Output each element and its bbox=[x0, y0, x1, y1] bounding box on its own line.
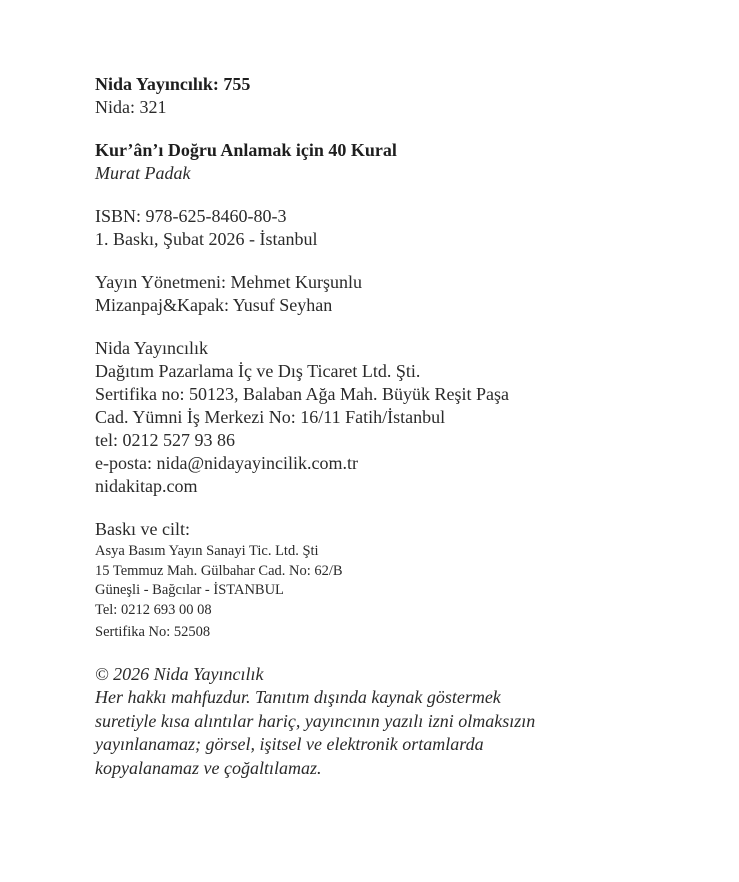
printer-heading: Baskı ve cilt: bbox=[95, 519, 190, 539]
printer-phone: Tel: 0212 693 00 08 bbox=[95, 601, 212, 618]
rights-text-line: Her hakkı mahfuzdur. Tanıtım dışında kaynak göstermek bbox=[95, 687, 501, 707]
publisher-address-line2: Cad. Yümni İş Merkezi No: 16/11 Fatih/İstanbul bbox=[95, 407, 446, 427]
printer-company: Asya Basım Yayın Sanayi Tic. Ltd. Şti bbox=[95, 543, 319, 559]
publisher-website: nidakitap.com bbox=[95, 476, 198, 496]
publisher-email: e-posta: nida@nidayayincilik.com.tr bbox=[95, 453, 359, 473]
book-info bbox=[95, 139, 655, 185]
isbn: ISBN: 978-625-8460-80-3 bbox=[95, 206, 287, 226]
publisher-phone: tel: 0212 527 93 86 bbox=[95, 430, 235, 450]
printing-info: 1. Baskı, Şubat 2026 - İstanbul bbox=[95, 229, 318, 249]
book-title: Kur’ân’ı Doğru Anlamak için 40 Kural bbox=[95, 140, 397, 160]
publisher-address-line1: Sertifika no: 50123, Balaban Ağa Mah. Büyük Reşit Paşa bbox=[95, 384, 509, 404]
publisher-name: Nida Yayıncılık bbox=[95, 338, 209, 358]
copyright-line: © 2026 Nida Yayıncılık bbox=[95, 663, 264, 684]
printer-address-line1: 15 Temmuz Mah. Gülbahar Cad. No: 62/B bbox=[95, 562, 343, 579]
publisher-company: Dağıtım Pazarlama İç ve Dış Ticaret Ltd. Şti. bbox=[95, 361, 421, 381]
series-info bbox=[95, 73, 655, 119]
rights-text-line: suretiyle kısa alıntılar hariç, yayıncının yazılı izni olmaksızın bbox=[95, 710, 536, 731]
nida-number: Nida: 321 bbox=[95, 97, 167, 117]
printer-address-line2: Güneşli - Bağcılar - İSTANBUL bbox=[95, 582, 284, 598]
copyright-page bbox=[95, 73, 655, 780]
rights-text-line: kopyalanamaz ve çoğaltılamaz. bbox=[95, 757, 322, 778]
editor-credit: Yayın Yönetmeni: Mehmet Kurşunlu bbox=[95, 272, 362, 292]
series-number: Nida Yayıncılık: 755 bbox=[95, 74, 251, 94]
layout-cover-credit: Mizanpaj&Kapak: Yusuf Seyhan bbox=[95, 295, 333, 315]
book-author: Murat Padak bbox=[95, 163, 191, 183]
credits bbox=[95, 271, 655, 317]
edition-info bbox=[95, 205, 655, 251]
rights-text-line: yayınlanamaz; görsel, işitsel ve elektronik ortamlarda bbox=[95, 734, 484, 754]
copyright-notice bbox=[95, 663, 655, 781]
printer-info bbox=[95, 518, 655, 643]
printer-certificate: Sertifika No: 52508 bbox=[95, 624, 211, 640]
publisher-info bbox=[95, 337, 655, 498]
